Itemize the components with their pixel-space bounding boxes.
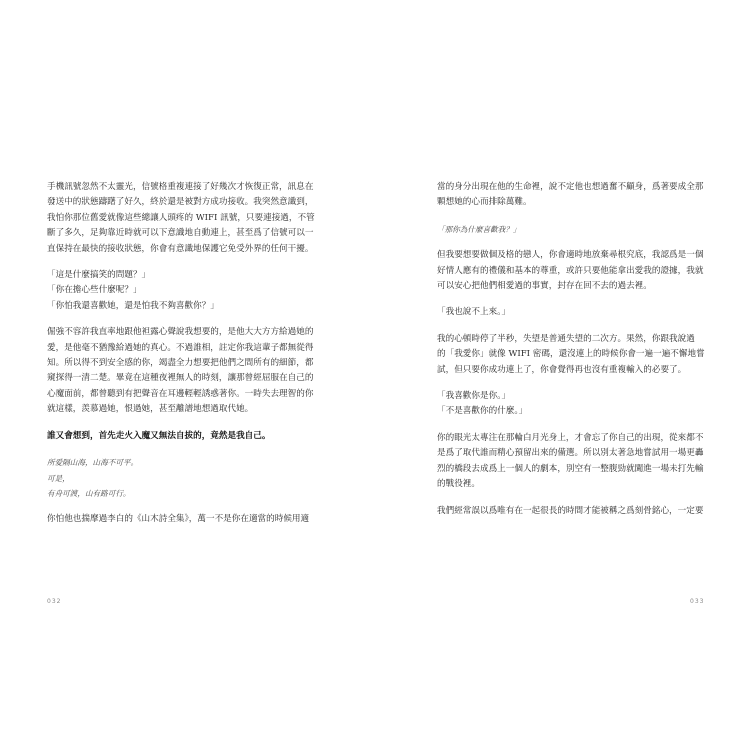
text-line: 烈的橋段去成爲上一個人的劇本，別空有一整腹勁就闖進一場未打先輸 <box>437 463 704 474</box>
paragraph <box>47 429 315 444</box>
text-line: 可是， <box>47 473 70 483</box>
paragraph <box>437 389 705 420</box>
text-line: 愛，是他毫不猶豫給過她的真心。不過誰相，註定你我這輩子都無從得 <box>47 342 314 353</box>
text-line: 「不是喜歡你的什麼。」 <box>437 406 528 417</box>
left-page <box>47 180 315 539</box>
text-line: 心魔面前，都曾聽到有把聲音在耳邊輕輕誘惑著你。一時失去理智的你 <box>47 388 314 399</box>
text-line: 窺探得一清二楚。畢竟在這種夜裡無人的時刻，讓那曾經屈服在自己的 <box>47 373 314 384</box>
paragraph <box>437 180 705 211</box>
text-line: 可以安心把他們相愛過的事實，封存在回不去的過去裡。 <box>437 281 652 292</box>
text-line: 發送中的狀態躊躇了好久，終於還是被對方成功接收。我突然意識到， <box>47 197 314 208</box>
paragraph <box>437 305 705 320</box>
text-line: 顆想她的心而排除萬難。 <box>437 197 532 208</box>
text-line: 我們經常誤以爲唯有在一起很長的時間才能被稱之爲刻骨銘心，一定要 <box>437 505 704 516</box>
text-line: 「那你為什麼喜歡我？」 <box>437 224 521 234</box>
right-page <box>437 180 705 530</box>
text-line: 但我要想要做個及格的戀人，你會適時地放棄尋根究底，我認爲是一個 <box>437 250 704 261</box>
text-line: 的「我愛你」就像 WIFI 密碼，還沒連上的時候你會一遍一遍不懈地嘗 <box>437 349 705 360</box>
text-line: 你的眼光太專注在那輪白月光身上，才會忘了你自己的出現，從來都不 <box>437 432 704 443</box>
text-line: 「這是什麼搞笑的問題？」 <box>47 270 151 281</box>
paragraph <box>437 222 705 237</box>
text-line: 倔強不容許我直率地跟他袒露心聲說我想要的，是他大大方方給過她的 <box>47 327 314 338</box>
text-line: 「你在擔心些什麼呢？」 <box>47 285 142 296</box>
page-number-right: 033 <box>690 598 705 605</box>
paragraph <box>47 325 315 417</box>
text-line: 「我喜歡你是你。」 <box>437 391 511 402</box>
paragraph <box>47 512 315 527</box>
paragraph <box>437 332 705 378</box>
text-line: 我怕你那位舊愛就像這些總讓人頭疼的 WIFI 訊號，只要連接過，不管 <box>47 212 315 223</box>
text-line: 誰又會想到，首先走火入魔又無法自拔的，竟然是我自己。 <box>47 430 271 441</box>
text-line: 所爱隔山海，山海不可平。 <box>47 458 139 468</box>
text-line: 我的心頓時停了半秒，失望是普通失望的二次方。果然，你跟我說過 <box>437 333 695 344</box>
paragraph <box>47 455 315 501</box>
paragraph <box>47 180 315 257</box>
text-line: 好情人應有的禮儀和基本的尊重，或許只要他能拿出愛我的證據，我就 <box>437 265 704 276</box>
text-line: 有舟可渡，山有路可行。 <box>47 488 131 498</box>
text-line: 就這樣，羨慕過她，恨過她，甚至離譜地想過取代她。 <box>47 404 254 415</box>
paragraph <box>47 268 315 314</box>
text-line: 試，但只要你成功連上了，你會覺得再也沒有重複輸入的必要了。 <box>437 364 687 375</box>
text-line: 是爲了取代誰而精心預留出來的備選。所以別太著急地嘗試用一場更轟 <box>437 448 704 459</box>
paragraph <box>437 504 705 519</box>
text-line: 「我也說不上來。」 <box>437 307 511 318</box>
text-line: 手機訊號忽然不太靈光，信號格重複連接了好幾次才恢復正常，訊息在 <box>47 182 314 192</box>
text-line: 的戰役裡。 <box>437 479 480 490</box>
text-line: 知。所以得不到安全感的你，竭盡全力想要把他們之間所有的細節，都 <box>47 358 314 369</box>
text-line: 「你怕我還喜歡她，還是怕我不夠喜歡你？」 <box>47 300 219 311</box>
page-number-left: 032 <box>47 598 62 605</box>
text-line: 斷了多久，足夠靠近時就可以下意識地自動連上，甚至爲了信號可以一 <box>47 228 314 239</box>
text-line: 當的身分出現在他的生命裡，說不定他也想過奮不顧身，爲著要成全那 <box>437 182 704 192</box>
paragraph <box>437 248 705 294</box>
text-line: 你怕他也揣摩過李白的《山木詩全集》，萬一不是你在適當的時候用適 <box>47 514 310 525</box>
text-line: 直保持在最快的接收狀態，你會有意識地保護它免受外界的任何干擾。 <box>47 243 314 254</box>
paragraph <box>437 431 705 493</box>
